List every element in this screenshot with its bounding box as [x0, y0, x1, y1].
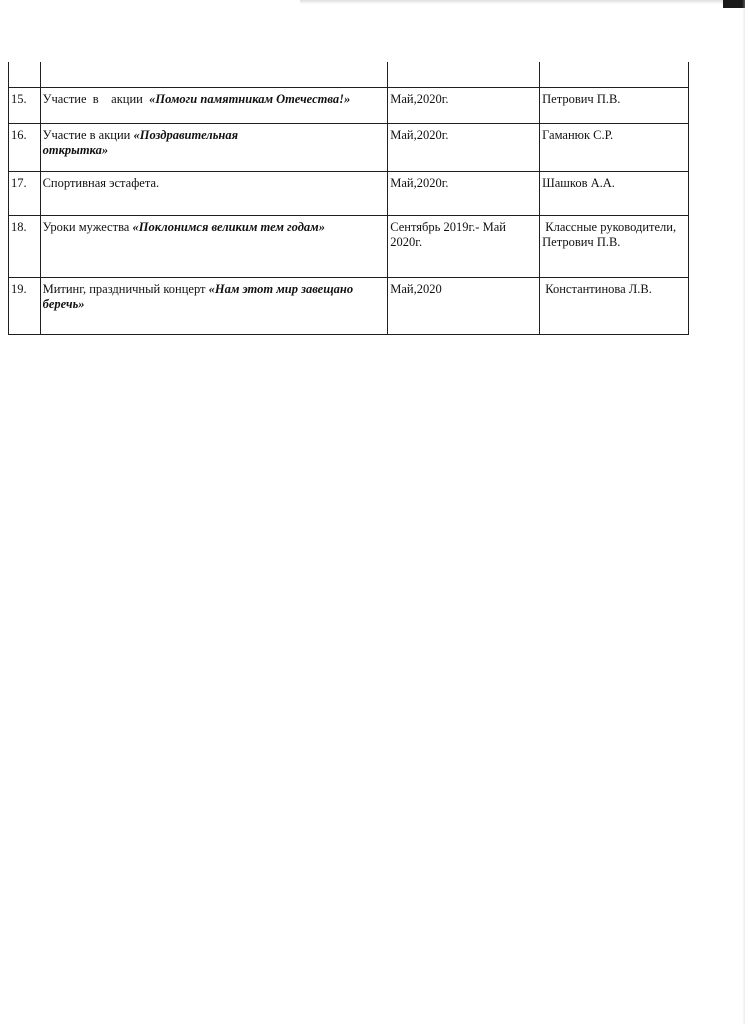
responsible-cell: Шашков А.А.: [540, 172, 689, 216]
responsible-cell: Константинова Л.В.: [540, 278, 689, 335]
table-row: [9, 172, 689, 216]
table-row: [9, 216, 689, 278]
event-title: «Нам этот мир завещано беречь»: [42, 282, 354, 311]
scan-shadow-top: [300, 0, 745, 4]
row-number: 17.: [9, 172, 41, 216]
cell-empty: [9, 62, 41, 88]
event-cell: [40, 216, 388, 278]
date-cell: Сентябрь 2019г.- Май 2020г.: [388, 216, 540, 278]
row-number: 15.: [9, 88, 41, 124]
responsible-cell: Классные руководители, Петрович П.В.: [540, 216, 689, 278]
responsible-cell: Гаманюк С.Р.: [540, 124, 689, 172]
responsible-cell: Петрович П.В.: [540, 88, 689, 124]
table-row-continued: [9, 62, 689, 88]
event-cell: [40, 172, 388, 216]
cell-empty: [40, 62, 388, 88]
row-number: 16.: [9, 124, 41, 172]
event-cell: [40, 124, 388, 172]
cell-empty: [540, 62, 689, 88]
row-number: 18.: [9, 216, 41, 278]
event-title: «Поклонимся великим тем годам»: [132, 220, 325, 234]
event-cell: [40, 278, 388, 335]
event-text: Участие в акции: [42, 92, 150, 106]
event-text: Участие в акции: [42, 128, 134, 142]
date-cell: Май,2020г.: [388, 124, 540, 172]
table-row: [9, 278, 689, 335]
date-cell: Май,2020: [388, 278, 540, 335]
date-cell: Май,2020г.: [388, 88, 540, 124]
event-cell: [40, 88, 388, 124]
row-number: 19.: [9, 278, 41, 335]
event-title: «Помоги памятникам Отечества!»: [149, 92, 351, 106]
table-row: [9, 88, 689, 124]
table-row: [9, 124, 689, 172]
event-title: «Поздравительная открытка»: [42, 128, 239, 157]
event-text: Уроки мужества: [42, 220, 133, 234]
event-text: Митинг, праздничный концерт: [42, 282, 209, 296]
cell-empty: [388, 62, 540, 88]
events-table: [8, 62, 689, 335]
event-text: Спортивная эстафета.: [42, 176, 160, 190]
date-cell: Май,2020г.: [388, 172, 540, 216]
